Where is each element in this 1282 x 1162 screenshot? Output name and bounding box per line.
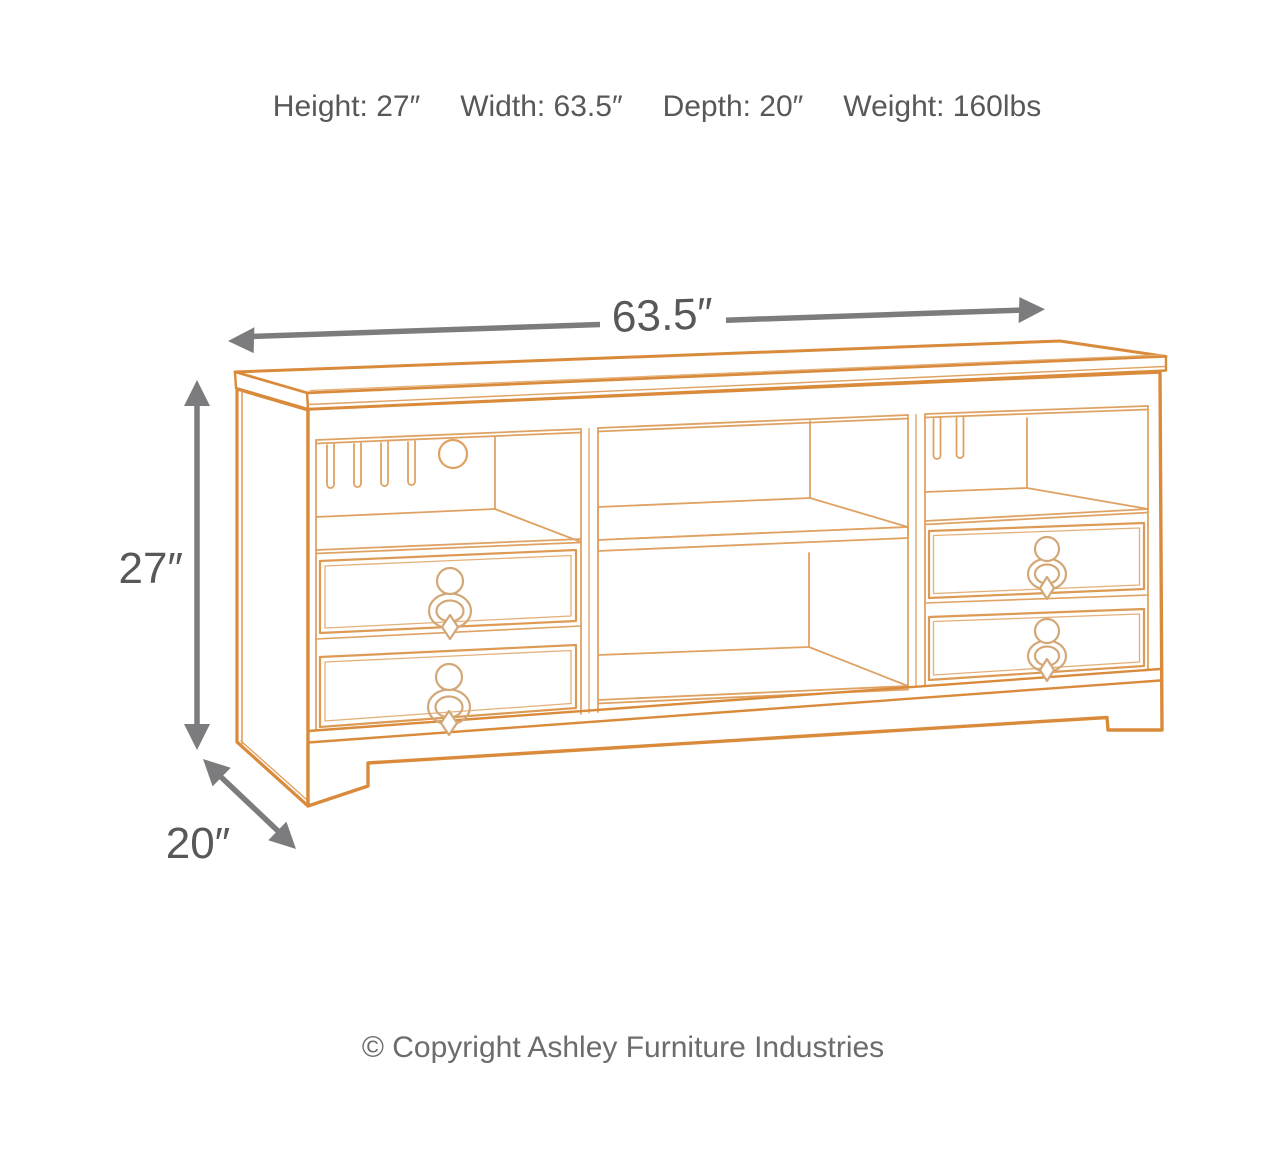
arrowhead-up: [184, 380, 210, 406]
arrowhead-left: [228, 327, 254, 353]
height-dimension-label: 27″: [118, 544, 183, 593]
copyright-notice: © Copyright Ashley Furniture Industries: [361, 1031, 885, 1064]
left-side-panel: [237, 389, 308, 806]
tv-stand-drawing: [235, 341, 1166, 806]
spec-depth: Depth: 20″: [662, 90, 804, 123]
arrowhead-right: [1019, 297, 1045, 323]
height-dimension: [118, 380, 210, 750]
depth-dimension-label: 20″: [165, 819, 231, 868]
arrowhead-down: [184, 724, 210, 750]
spec-height: Height: 27″: [272, 90, 421, 123]
spec-weight: Weight: 160lbs: [843, 90, 1042, 123]
width-dimension-label: 63.5″: [610, 289, 714, 342]
spec-width: Width: 63.5″: [460, 90, 623, 123]
width-dimension: [228, 289, 1045, 353]
